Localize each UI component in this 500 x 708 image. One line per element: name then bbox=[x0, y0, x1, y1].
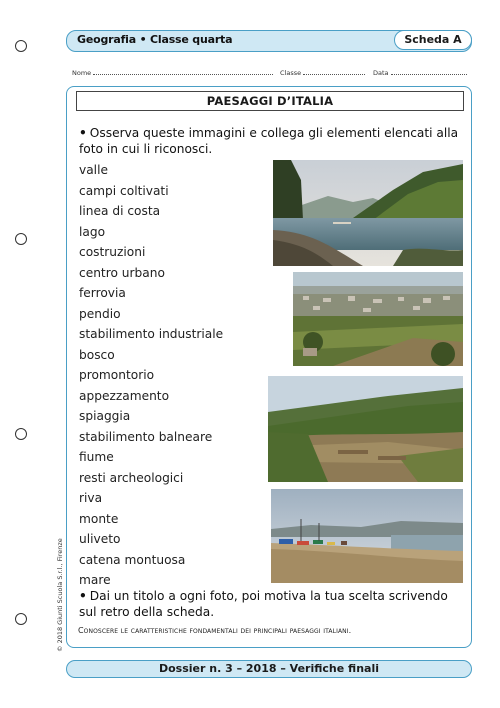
date-label: Data bbox=[373, 69, 389, 77]
word-item: fiume bbox=[79, 450, 114, 464]
instruction-1 bbox=[79, 125, 464, 157]
bullet-icon: • bbox=[79, 126, 87, 140]
photo-urban-plain bbox=[293, 272, 463, 366]
word-item: stabilimento industriale bbox=[79, 327, 224, 341]
word-item: linea di costa bbox=[79, 204, 161, 218]
class-line bbox=[303, 68, 365, 75]
class-label: Classe bbox=[280, 69, 302, 77]
word-item: promontorio bbox=[79, 368, 155, 382]
word-item: riva bbox=[79, 491, 103, 505]
word-item: valle bbox=[79, 163, 108, 177]
binder-hole-1 bbox=[15, 40, 27, 52]
photo-beach bbox=[271, 489, 463, 583]
learning-goal: Conoscere le caratteristiche fondamentali dei principali paesaggi italiani. bbox=[78, 626, 352, 635]
binder-hole-3 bbox=[15, 428, 27, 440]
class-field[interactable] bbox=[280, 68, 365, 77]
date-line bbox=[391, 68, 467, 75]
word-item: stabilimento balneare bbox=[79, 429, 213, 444]
copyright-text: © 2018 Giunti Scuola S.r.l., Firenze bbox=[56, 538, 64, 652]
instruction-1-text: Osserva queste immagini e collega gli elementi elencati alla foto in cui li riconosci. bbox=[79, 126, 459, 156]
word-item: bosco bbox=[79, 347, 115, 362]
word-item: campi coltivati bbox=[79, 183, 169, 198]
word-item: spiaggia bbox=[79, 409, 131, 423]
word-item: monte bbox=[79, 511, 119, 526]
word-item: lago bbox=[79, 224, 106, 239]
word-item: uliveto bbox=[79, 532, 121, 546]
word-item: pendio bbox=[79, 306, 121, 321]
word-item: mare bbox=[79, 573, 111, 587]
instruction-2-text: Dai un titolo a ogni foto, poi motiva la tua scelta scrivendo sul retro della scheda. bbox=[79, 589, 448, 619]
binder-hole-2 bbox=[15, 233, 27, 245]
subject-label: Geografia • Classe quarta bbox=[77, 33, 233, 46]
footer-bar: Dossier n. 3 – 2018 – Verifiche finali bbox=[66, 660, 472, 678]
photo-lake-valley bbox=[273, 160, 463, 266]
instruction-2 bbox=[79, 588, 464, 620]
bullet-icon: • bbox=[79, 589, 87, 603]
word-item: centro urbano bbox=[79, 265, 165, 280]
photo-hills bbox=[268, 376, 463, 482]
header-bar bbox=[66, 30, 472, 52]
word-item: ferrovia bbox=[79, 286, 126, 300]
sheet-tag: Scheda A bbox=[394, 30, 472, 50]
word-item: appezzamento bbox=[79, 388, 170, 403]
word-list bbox=[79, 160, 223, 591]
page-title: PAESAGGI D’ITALIA bbox=[76, 91, 464, 111]
name-label: Nome bbox=[72, 69, 92, 77]
word-item: catena montuosa bbox=[79, 552, 186, 567]
date-field[interactable] bbox=[373, 68, 467, 77]
word-item: costruzioni bbox=[79, 245, 146, 259]
binder-hole-4 bbox=[15, 613, 27, 625]
name-line bbox=[93, 68, 273, 75]
name-field[interactable] bbox=[72, 68, 273, 77]
word-item: resti archeologici bbox=[79, 470, 184, 485]
